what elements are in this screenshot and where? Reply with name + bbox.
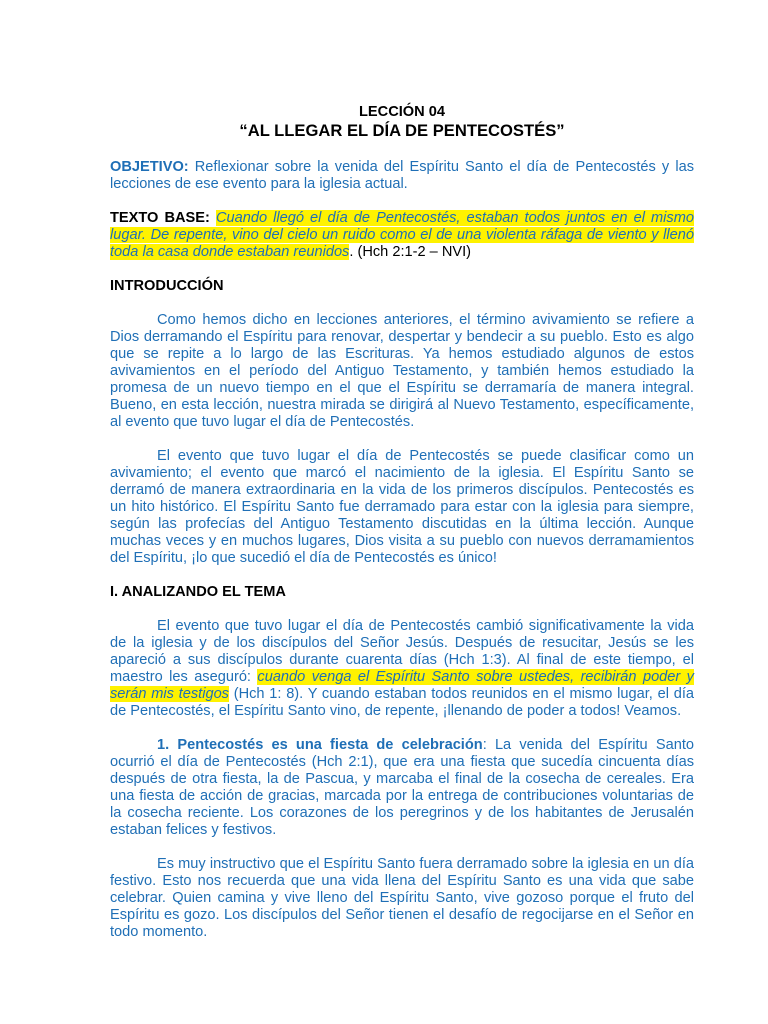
lesson-number: LECCIÓN 04 (359, 104, 445, 120)
section-1-quote: cuando venga el Espíritu Santo sobre ustedes, recibirán poder y serán mis testigos (110, 669, 694, 702)
base-text-paragraph (110, 210, 694, 261)
intro-heading: INTRODUCCIÓN (110, 278, 224, 294)
base-text-quote: Cuando llegó el día de Pentecostés, estaban todos juntos en el mismo lugar. De repente, vino del cielo un ruido como el de una violenta ráfaga de viento y llenó toda la casa donde estaban reunidos (110, 210, 694, 260)
objective-text: Reflexionar sobre la venida del Espíritu Santo el día de Pentecostés y las lecciones de ese evento para la iglesia actual. (110, 159, 694, 192)
section-1-text-a: El evento que tuvo lugar el día de Pentecostés cambió significativamente la vida de la iglesia y de los discípulos del Señor Jesús. Después de resucitar, Jesús se les apareció a sus discípulos durante cuarenta días (Hch 1:3). Al final de este tiempo, el maestro les aseguró: (110, 618, 694, 685)
base-text-reference: . (Hch 2:1-2 – NVI) (349, 244, 472, 260)
objective-label: OBJETIVO: (110, 159, 189, 175)
section-1-paragraph-3: Es muy instructivo que el Espíritu Santo fuera derramado sobre la iglesia en un día festivo. Esto nos recuerda que una vida llena del Espíritu Santo es una vida que sabe celebrar. Quien camina y vive lleno del Espíritu Santo, vive gozoso porque el fruto del Espíritu es gozo. Los discípulos del Señor tienen el desafío de regocijarse en el Señor en todo momento. (110, 856, 694, 940)
subsection-1-text: : La venida del Espíritu Santo ocurrió el día de Pentecostés (Hch 2:1), que era una fiesta que sucedía cincuenta días después de otra fiesta, la de Pascua, y marcaba el final de la cosecha de cereales. Era una fiesta de acción de gracias, marcada por la entrega de contribuciones voluntarias de la cosecha reciente. Los corazones de los peregrinos y de los habitantes de Jerusalén estaban felices y festivos. (110, 737, 694, 838)
subsection-1-paragraph (110, 737, 694, 839)
section-1-text-b: (Hch 1: 8). Y cuando estaban todos reunidos en el mismo lugar, el día de Pentecostés, el Espíritu Santo vino, de repente, ¡llenando de poder a todos! Veamos. (110, 686, 694, 719)
intro-paragraph-2: El evento que tuvo lugar el día de Pentecostés se puede clasificar como un avivamiento; el evento que marcó el nacimiento de la iglesia. El Espíritu Santo se derramó de manera extraordinaria en la vida de los primeros discípulos. Pentecostés es un hito histórico. El Espíritu Santo fue derramado para estar con la iglesia para siempre, según las profecías del Antiguo Testamento discutidas en la última lección. Aunque muchas veces y en muchos lugares, Dios visita a su pueblo con nuevos derramamientos del Espíritu, ¡lo que sucedió el día de Pentecostés es único! (110, 448, 694, 566)
base-text-label: TEXTO BASE: (110, 210, 210, 226)
intro-paragraph-1: Como hemos dicho en lecciones anteriores, el término avivamiento se refiere a Dios derramando el Espíritu para renovar, despertar y bendecir a su pueblo. Esto es algo que se repite a lo largo de las Escrituras. Ya hemos estudiado algunos de estos avivamientos en el período del Antiguo Testamento, y también hemos estudiado la promesa de un nuevo tiempo en el que el Espíritu se derramaría de manera integral. Bueno, en esta lección, nuestra mirada se dirigirá al Nuevo Testamento, específicamente, al evento que tuvo lugar el día de Pentecostés. (110, 312, 694, 430)
section-1-heading: I. ANALIZANDO EL TEMA (110, 584, 286, 600)
section-1-paragraph-1 (110, 618, 694, 720)
document-body (110, 104, 694, 941)
page-title: “AL LLEGAR EL DÍA DE PENTECOSTÉS” (239, 121, 565, 140)
subsection-1-label: 1. Pentecostés es una fiesta de celebración (157, 737, 483, 753)
objective-paragraph (110, 159, 694, 193)
